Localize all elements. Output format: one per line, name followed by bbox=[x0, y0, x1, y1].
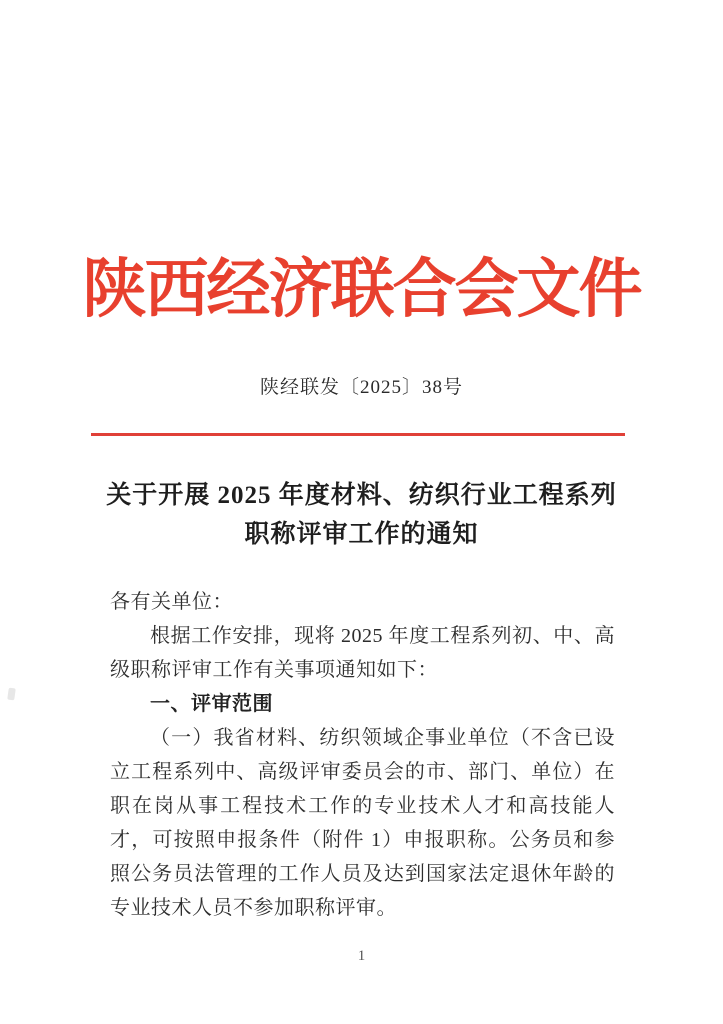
paragraph-review-scope: （一）我省材料、纺织领域企事业单位（不含已设立工程系列中、高级评审委员会的市、部门、单位）在职在岗从事工程技术工作的专业技术人才和高技能人才，可按照申报条件（附件 1）申报职称。公务员和参照公务员法管理的工作人员及达到国家法定退休年龄的专业技术人员不参加职称评审。 bbox=[110, 727, 615, 919]
doc-title bbox=[0, 476, 723, 554]
doc-title-line-1: 关于开展 2025 年度材料、纺织行业工程系列 bbox=[106, 482, 617, 509]
paragraph-intro: 根据工作安排，现将 2025 年度工程系列初、中、高级职称评审工作有关事项通知如下： bbox=[110, 625, 615, 681]
org-title: 陕西经济联合会文件 bbox=[82, 254, 641, 325]
doc-title-line-2: 职称评审工作的通知 bbox=[244, 521, 479, 548]
document-body bbox=[110, 585, 615, 925]
scan-artifact bbox=[7, 688, 16, 701]
salutation: 各有关单位： bbox=[110, 591, 233, 613]
section-heading-review-scope: 一、评审范围 bbox=[150, 693, 273, 715]
doc-number: 陕经联发〔2025〕38号 bbox=[259, 377, 463, 398]
red-divider-line bbox=[91, 433, 625, 436]
page-number: 1 bbox=[357, 948, 366, 964]
